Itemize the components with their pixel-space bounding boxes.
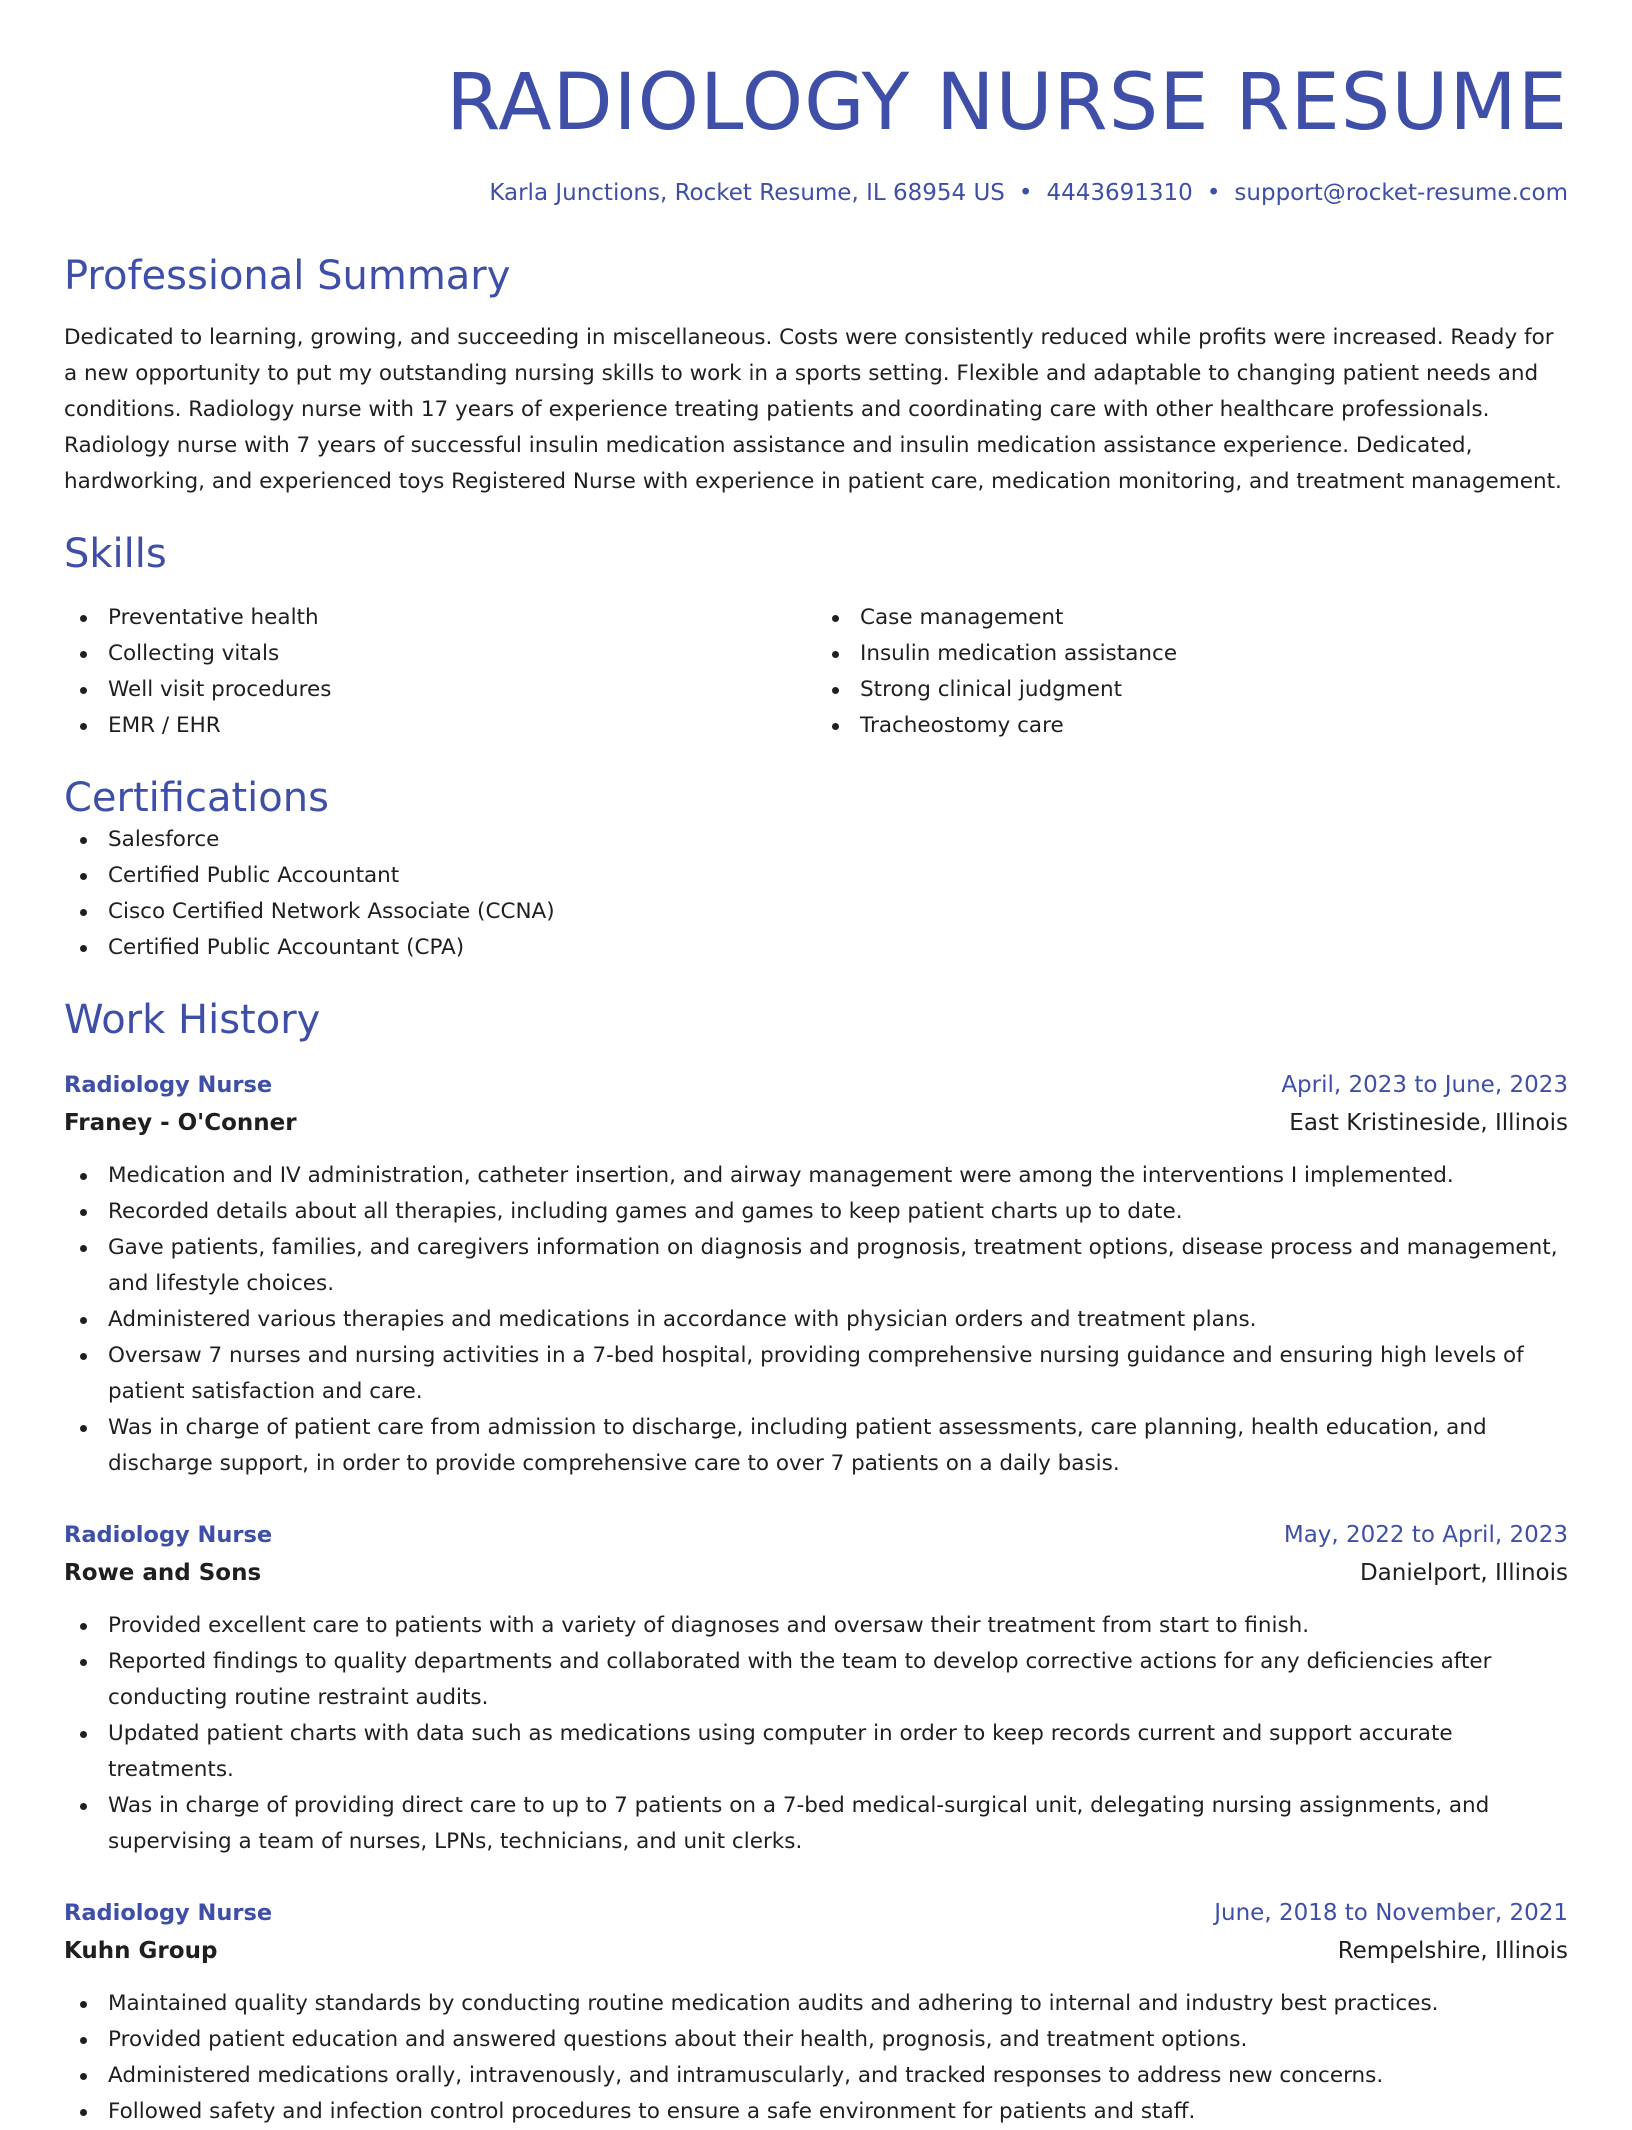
- job-bullets: [64, 1986, 1568, 2130]
- section-title-summary: Professional Summary: [64, 253, 511, 299]
- contact-email: support@rocket-resume.com: [1234, 180, 1568, 206]
- certification-item: Certified Public Accountant (CPA): [64, 930, 1568, 966]
- skills-grid: [64, 600, 1568, 744]
- contact-separator: •: [1018, 180, 1033, 206]
- skill-item: EMR / EHR: [64, 708, 816, 744]
- contact-address: Karla Junctions, Rocket Resume, IL 68954 US: [489, 180, 1005, 206]
- contact-separator: •: [1206, 180, 1221, 206]
- skill-item: Insulin medication assistance: [816, 636, 1568, 672]
- skill-item: Well visit procedures: [64, 672, 816, 708]
- job-entry: [64, 1894, 1568, 2130]
- job-bullet: Followed safety and infection control procedures to ensure a safe environment for patients and staff.: [64, 2094, 1568, 2130]
- skills-list-left: [64, 600, 816, 744]
- contact-line: [64, 178, 1568, 208]
- skill-item: Strong clinical judgment: [816, 672, 1568, 708]
- certification-item: Certified Public Accountant: [64, 858, 1568, 894]
- resume-title: RADIOLOGY NURSE RESUME: [446, 58, 1568, 148]
- job-bullet: Was in charge of patient care from admission to discharge, including patient assessments, care planning, health education, and discharge support, in order to provide comprehensive care to over 7 patients on a daily basis.: [64, 1410, 1568, 1482]
- job-header-row: [64, 1894, 1568, 1932]
- job-bullets: [64, 1158, 1568, 1482]
- section-title-certifications: Certifications: [64, 775, 329, 821]
- certification-item: Cisco Certified Network Associate (CCNA): [64, 894, 1568, 930]
- job-company: Franey - O'Conner: [64, 1110, 297, 1136]
- job-bullet: Reported findings to quality departments and collaborated with the team to develop corrective actions for any deficiencies after conducting routine restraint audits.: [64, 1644, 1568, 1716]
- job-header-row: [64, 1516, 1568, 1554]
- job-location: East Kristineside, Illinois: [1289, 1110, 1568, 1136]
- job-location: Rempelshire, Illinois: [1337, 1938, 1568, 1964]
- job-role: Radiology Nurse: [64, 1522, 273, 1548]
- job-employer-row: [64, 1932, 1568, 1970]
- summary-text: Dedicated to learning, growing, and succeeding in miscellaneous. Costs were consistently reduced while profits were increased. Ready for a new opportunity to put my outstanding nursing skills to work in a sports setting. Flexible and adaptable to changing patient needs and conditions. Radiology nurse with 17 years of experience treating patients and coordinating care with other healthcare professionals. Radiology nurse with 7 years of successful insulin medication assistance and insulin medication assistance experience. Dedicated, hardworking, and experienced toys Registered Nurse with experience in patient care, medication monitoring, and treatment management.: [64, 325, 1562, 494]
- job-location: Danielport, Illinois: [1359, 1560, 1568, 1586]
- job-header-row: [64, 1066, 1568, 1104]
- certification-item: Salesforce: [64, 822, 1568, 858]
- skill-item: Preventative health: [64, 600, 816, 636]
- job-company: Rowe and Sons: [64, 1560, 262, 1586]
- job-entry: [64, 1516, 1568, 1860]
- job-dates: May, 2022 to April, 2023: [1283, 1522, 1568, 1548]
- job-employer-row: [64, 1554, 1568, 1592]
- job-bullet: Administered medications orally, intravenously, and intramuscularly, and tracked responses to address new concerns.: [64, 2058, 1568, 2094]
- job-entry: [64, 1066, 1568, 1482]
- section-title-work-history: Work History: [64, 997, 321, 1043]
- job-dates: April, 2023 to June, 2023: [1281, 1072, 1568, 1098]
- skill-item: Case management: [816, 600, 1568, 636]
- job-employer-row: [64, 1104, 1568, 1142]
- job-role: Radiology Nurse: [64, 1072, 273, 1098]
- skill-item: Tracheostomy care: [816, 708, 1568, 744]
- certifications-list: [64, 822, 1568, 966]
- job-bullet: Maintained quality standards by conducting routine medication audits and adhering to internal and industry best practices.: [64, 1986, 1568, 2022]
- job-role: Radiology Nurse: [64, 1900, 273, 1926]
- job-bullet: Gave patients, families, and caregivers information on diagnosis and prognosis, treatment options, disease process and management, and lifestyle choices.: [64, 1230, 1568, 1302]
- job-company: Kuhn Group: [64, 1938, 218, 1964]
- job-bullet: Updated patient charts with data such as medications using computer in order to keep records current and support accurate treatments.: [64, 1716, 1568, 1788]
- job-bullet: Provided excellent care to patients with a variety of diagnoses and oversaw their treatment from start to finish.: [64, 1608, 1568, 1644]
- skill-item: Collecting vitals: [64, 636, 816, 672]
- job-bullet: Recorded details about all therapies, including games and games to keep patient charts up to date.: [64, 1194, 1568, 1230]
- job-dates: June, 2018 to November, 2021: [1214, 1900, 1568, 1926]
- skills-list-right: [816, 600, 1568, 744]
- job-bullet: Was in charge of providing direct care to up to 7 patients on a 7-bed medical-surgical unit, delegating nursing assignments, and supervising a team of nurses, LPNs, technicians, and unit clerks.: [64, 1788, 1568, 1860]
- job-bullets: [64, 1608, 1568, 1860]
- job-bullet: Provided patient education and answered questions about their health, prognosis, and treatment options.: [64, 2022, 1568, 2058]
- section-title-skills: Skills: [64, 531, 167, 577]
- contact-phone: 4443691310: [1046, 180, 1193, 206]
- job-bullet: Oversaw 7 nurses and nursing activities in a 7-bed hospital, providing comprehensive nursing guidance and ensuring high levels of patient satisfaction and care.: [64, 1338, 1568, 1410]
- job-bullet: Administered various therapies and medications in accordance with physician orders and treatment plans.: [64, 1302, 1568, 1338]
- job-bullet: Medication and IV administration, catheter insertion, and airway management were among the interventions I implemented.: [64, 1158, 1568, 1194]
